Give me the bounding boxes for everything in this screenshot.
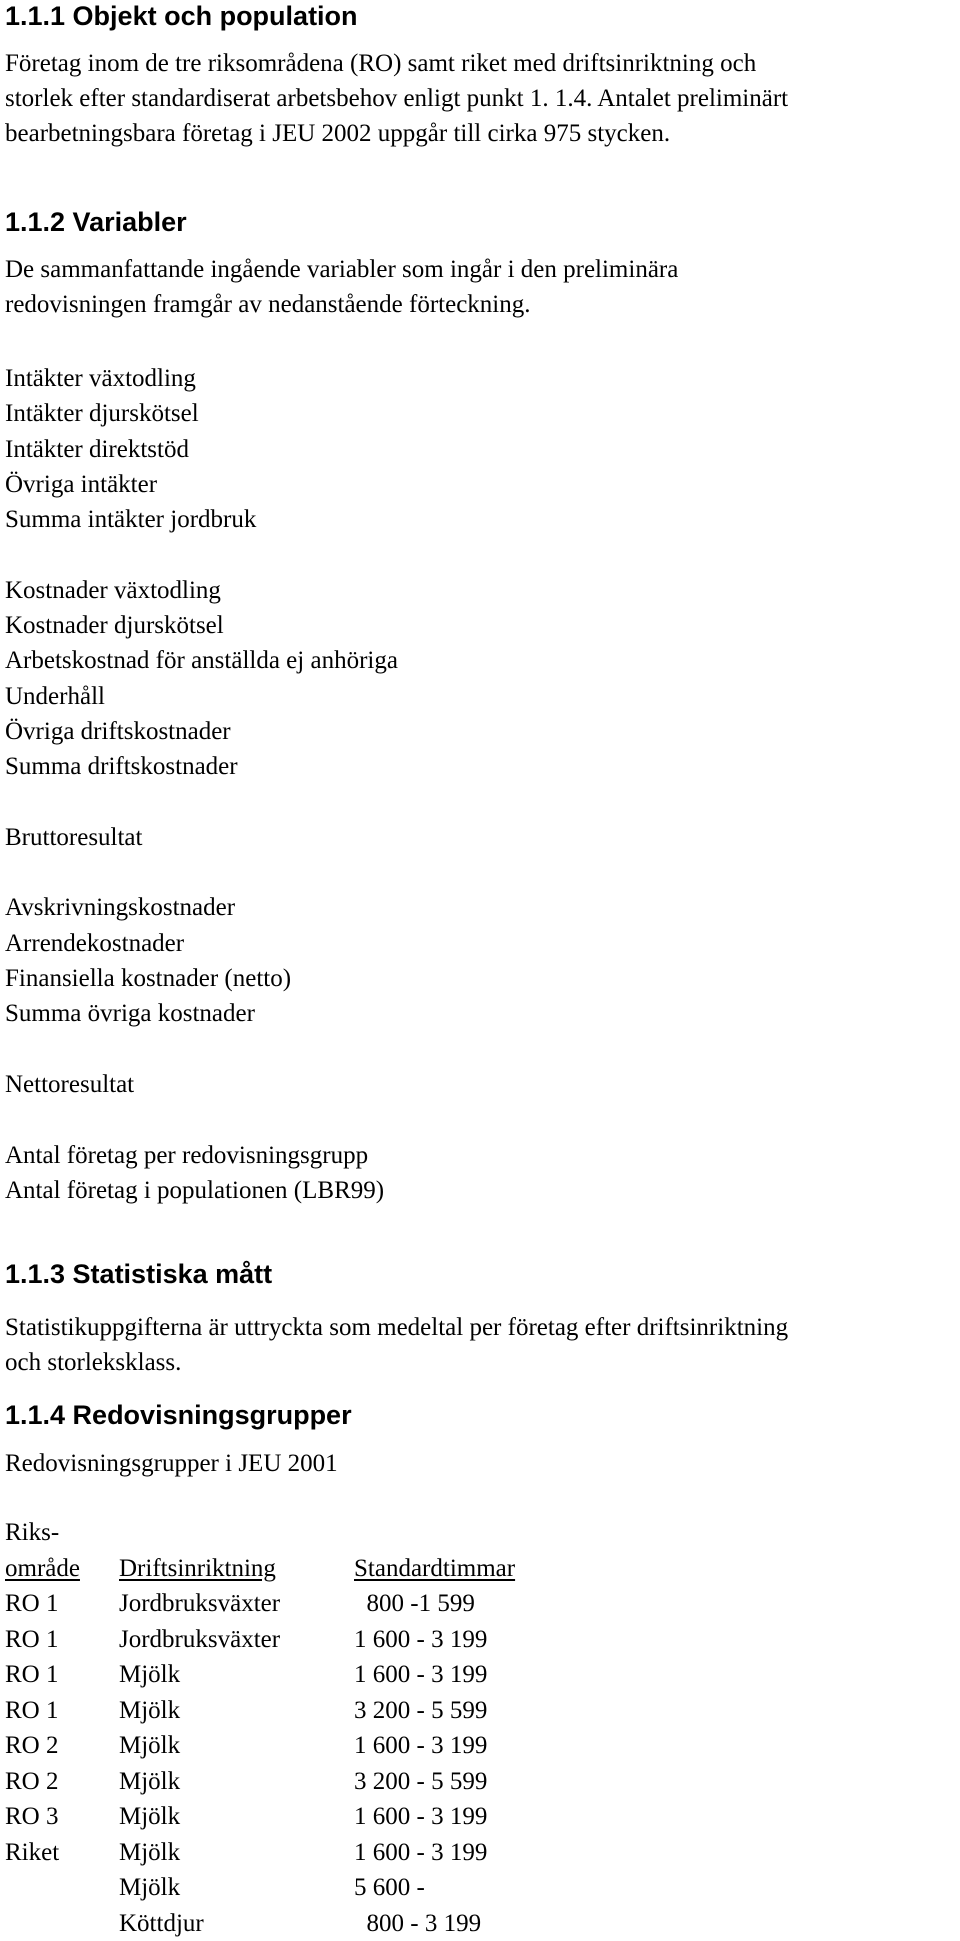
table-row <box>5 1728 604 1764</box>
variable-item: Intäkter direktstöd <box>5 432 398 467</box>
paragraph-line: och storleksklass. <box>5 1345 955 1380</box>
column-header-top: Riks- <box>5 1515 119 1551</box>
table-caption: Redovisningsgrupper i JEU 2001 <box>5 1446 955 1481</box>
table-row <box>5 1870 604 1906</box>
variable-item: Summa övriga kostnader <box>5 996 398 1031</box>
cell-standardtimmar: 3 200 - 5 599 <box>354 1764 604 1800</box>
cell-driftsinriktning: Mjölk <box>119 1799 354 1835</box>
table-row <box>5 1835 604 1871</box>
cell-standardtimmar: 1 600 - 3 199 <box>354 1835 604 1871</box>
cell-riksomrade: RO 1 <box>5 1657 119 1693</box>
variable-item: Övriga intäkter <box>5 467 398 502</box>
variable-item: Finansiella kostnader (netto) <box>5 961 398 996</box>
cell-standardtimmar: 1 600 - 3 199 <box>354 1657 604 1693</box>
cell-driftsinriktning: Mjölk <box>119 1693 354 1729</box>
variable-item: Bruttoresultat <box>5 820 398 855</box>
variable-spacer <box>5 1032 398 1067</box>
heading-objekt-och-population: 1.1.1 Objekt och population <box>5 0 358 32</box>
column-header-empty <box>119 1515 354 1551</box>
cell-standardtimmar: 1 600 - 3 199 <box>354 1728 604 1764</box>
cell-driftsinriktning: Mjölk <box>119 1870 354 1906</box>
cell-riksomrade: RO 2 <box>5 1764 119 1800</box>
paragraph-line: Företag inom de tre riksområdena (RO) samt riket med driftsinriktning och <box>5 46 955 81</box>
cell-driftsinriktning: Mjölk <box>119 1764 354 1800</box>
variable-spacer <box>5 855 398 890</box>
column-header-riksomrade: område <box>5 1555 80 1582</box>
cell-riksomrade: RO 2 <box>5 1728 119 1764</box>
variable-item: Arbetskostnad för anställda ej anhöriga <box>5 643 398 678</box>
cell-driftsinriktning: Jordbruksväxter <box>119 1586 354 1622</box>
paragraph-variabler <box>5 252 955 322</box>
variable-item: Arrendekostnader <box>5 926 398 961</box>
cell-riksomrade <box>5 1870 119 1906</box>
table-row <box>5 1657 604 1693</box>
table-row <box>5 1764 604 1800</box>
cell-riksomrade: Riket <box>5 1835 119 1871</box>
cell-standardtimmar: 5 600 - <box>354 1870 604 1906</box>
cell-standardtimmar: 800 - 3 199 <box>354 1906 604 1941</box>
cell-riksomrade: RO 1 <box>5 1586 119 1622</box>
table-row <box>5 1586 604 1622</box>
variable-spacer <box>5 1102 398 1137</box>
cell-standardtimmar: 800 -1 599 <box>354 1586 604 1622</box>
cell-driftsinriktning: Jordbruksväxter <box>119 1622 354 1658</box>
paragraph-line: redovisningen framgår av nedanstående förteckning. <box>5 287 955 322</box>
heading-redovisningsgrupper: 1.1.4 Redovisningsgrupper <box>5 1399 352 1431</box>
table-row <box>5 1799 604 1835</box>
paragraph-objekt-och-population <box>5 46 955 151</box>
heading-variabler: 1.1.2 Variabler <box>5 206 187 238</box>
variable-item: Underhåll <box>5 679 398 714</box>
variable-item: Kostnader djurskötsel <box>5 608 398 643</box>
cell-driftsinriktning: Köttdjur <box>119 1906 354 1941</box>
table-row <box>5 1622 604 1658</box>
variable-item: Antal företag per redovisningsgrupp <box>5 1138 398 1173</box>
column-header-standardtimmar: Standardtimmar <box>354 1555 515 1582</box>
cell-standardtimmar: 3 200 - 5 599 <box>354 1693 604 1729</box>
column-header-empty <box>354 1515 604 1551</box>
paragraph-line: De sammanfattande ingående variabler som ingår i den preliminära <box>5 252 955 287</box>
variable-item: Kostnader växtodling <box>5 573 398 608</box>
cell-driftsinriktning: Mjölk <box>119 1657 354 1693</box>
table-header-row <box>5 1551 604 1587</box>
variable-item: Övriga driftskostnader <box>5 714 398 749</box>
table-header-row <box>5 1515 604 1551</box>
paragraph-line: bearbetningsbara företag i JEU 2002 uppgår till cirka 975 stycken. <box>5 116 955 151</box>
paragraph-line: storlek efter standardiserat arbetsbehov enligt punkt 1. 1.4. Antalet preliminärt <box>5 81 955 116</box>
variable-spacer <box>5 785 398 820</box>
cell-driftsinriktning: Mjölk <box>119 1835 354 1871</box>
cell-riksomrade: RO 1 <box>5 1693 119 1729</box>
cell-riksomrade <box>5 1906 119 1941</box>
heading-statistiska-matt: 1.1.3 Statistiska mått <box>5 1258 272 1290</box>
variable-item: Intäkter växtodling <box>5 361 398 396</box>
variable-spacer <box>5 537 398 572</box>
variable-item: Summa intäkter jordbruk <box>5 502 398 537</box>
cell-standardtimmar: 1 600 - 3 199 <box>354 1622 604 1658</box>
variable-list <box>5 361 398 1208</box>
table-row <box>5 1693 604 1729</box>
table-row <box>5 1906 604 1941</box>
variable-item: Nettoresultat <box>5 1067 398 1102</box>
redovisningsgrupper-table <box>5 1515 604 1941</box>
variable-item: Intäkter djurskötsel <box>5 396 398 431</box>
variable-item: Avskrivningskostnader <box>5 890 398 925</box>
paragraph-statistiska-matt <box>5 1310 955 1380</box>
cell-driftsinriktning: Mjölk <box>119 1728 354 1764</box>
paragraph-line: Statistikuppgifterna är uttryckta som medeltal per företag efter driftsinriktning <box>5 1310 955 1345</box>
cell-riksomrade: RO 1 <box>5 1622 119 1658</box>
variable-item: Antal företag i populationen (LBR99) <box>5 1173 398 1208</box>
variable-item: Summa driftskostnader <box>5 749 398 784</box>
cell-riksomrade: RO 3 <box>5 1799 119 1835</box>
cell-standardtimmar: 1 600 - 3 199 <box>354 1799 604 1835</box>
column-header-driftsinriktning: Driftsinriktning <box>119 1555 276 1582</box>
